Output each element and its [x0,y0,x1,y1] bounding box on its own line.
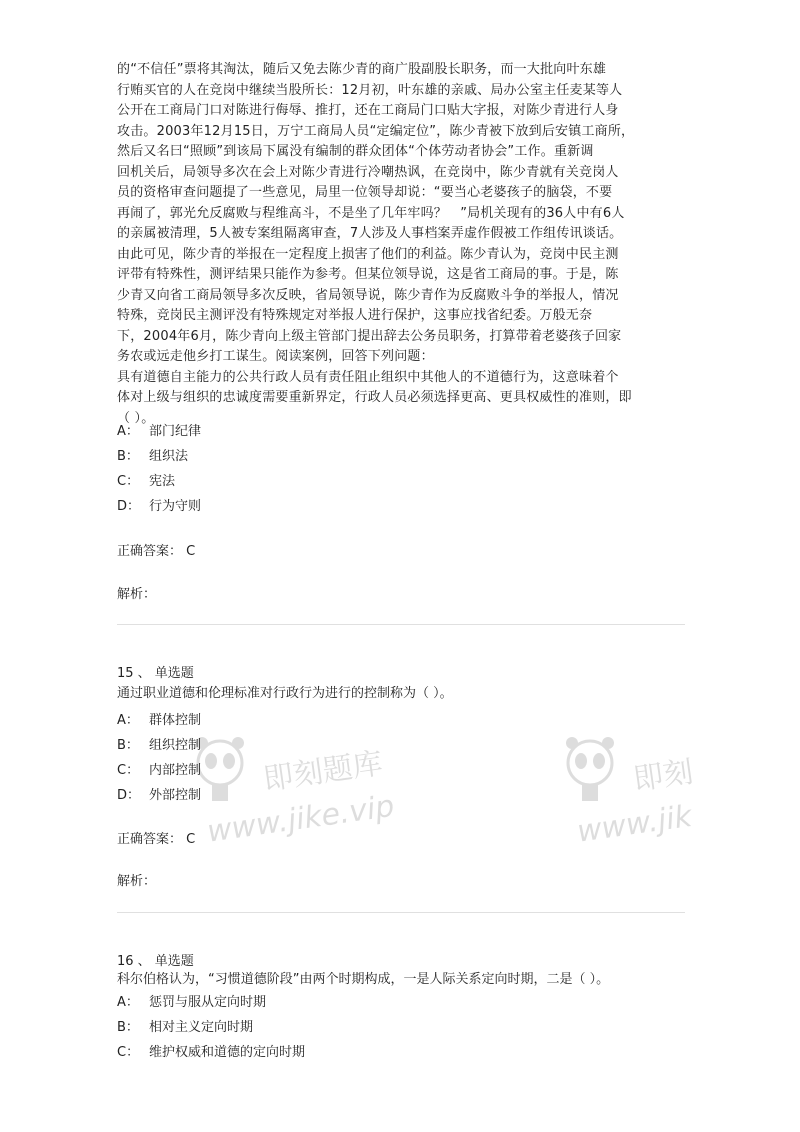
passage-line: 员的资格审查问题提了一些意见，局里一位领导却说：“要当心老婆孩子的脑袋，不要 [117,185,613,200]
option-text: 部门纪律 [149,424,202,439]
option-label: B： [117,449,139,464]
passage-line: 少青又向省工商局领导多次反映，省局领导说，陈少青作为反腐败斗争的举报人，情况 [117,287,619,303]
passage-line: 下，2004年6月，陈少青向上级主管部门提出辞去公务员职务，打算带着老婆孩子回家 [117,328,622,344]
option-text: 惩罚与服从定向时期 [149,995,267,1010]
answer-label: 正确答案： [117,544,183,559]
option-text: 组织法 [149,449,189,464]
option-text: 群体控制 [149,713,202,728]
watermark [560,735,800,875]
correct-answer [117,828,195,847]
answer-value: C [186,832,196,847]
option-a[interactable] [117,994,266,1012]
option-text: 相对主义定向时期 [149,1020,254,1035]
question-stem-line: 体对上级与组织的忠诚度需要重新界定，行政人员必须选择更高、更具权威性的准则，即 [117,390,632,405]
option-label: C： [117,763,140,778]
analysis-label: 解析： [117,587,157,602]
answer-label: 正确答案： [117,832,183,847]
passage-line: 然后又名曰“照顾”到该局下属没有编制的群众团体“个体劳动者协会”工作。重新调 [117,144,594,159]
passage-line: 再闹了，郭光允反腐败与程维高斗，不是坐了几年牢吗？ ”局机关现有的36人中有6人 [117,205,625,221]
passage-line: 由此可见，陈少青的举报在一定程度上损害了他们的利益。陈少青认为，竞岗中民主测 [117,246,619,262]
passage-line: 务农或远走他乡打工谋生。阅读案例，回答下列问题： [117,349,434,364]
option-label: A： [117,995,139,1010]
option-text: 行为守则 [149,499,202,514]
option-label: B： [117,1020,139,1035]
option-text: 宪法 [149,474,176,489]
passage-line: 的亲属被清理，5人被专案组隔离审查，7人涉及人事档案弄虚作假被工作组传讯谈话。 [117,226,623,241]
option-c[interactable] [117,473,175,491]
option-label: D： [117,499,141,514]
passage-line: 评带有特殊性，测评结果只能作为参考。但某位领导说，这是省工商局的事。于是，陈 [117,267,619,282]
panda-logo-icon [560,735,620,805]
option-label: D： [117,788,141,803]
question-header: 16 、 单选题 [117,954,194,969]
watermark-brand: 即刻 [631,754,696,798]
watermark-url: www.jike.vip [205,788,397,850]
option-label: B： [117,738,139,753]
option-label: A： [117,713,139,728]
case-passage [117,60,687,429]
option-text: 组织控制 [149,738,202,753]
option-b[interactable] [117,1019,253,1037]
passage-line: 的“不信任”票将其淘汰，随后又免去陈少青的商广股副股长职务，而一大批向叶东雄 [117,62,607,77]
option-d[interactable] [117,498,201,516]
passage-line: 行贿买官的人在竞岗中继续当股所长：12月初，叶东雄的亲戚、局办公室主任麦某等人 [117,82,623,98]
option-a[interactable] [117,423,201,441]
option-c[interactable] [117,1044,305,1062]
passage-line: 公开在工商局门口对陈进行侮辱、推打，还在工商局门口贴大字报，对陈少青进行人身 [117,103,619,118]
option-c[interactable] [117,762,201,780]
question-header: 15 、 单选题 [117,666,194,681]
option-b[interactable] [117,448,188,466]
watermark [190,735,420,875]
option-a[interactable] [117,712,201,730]
option-b[interactable] [117,737,201,755]
passage-line: 回机关后，局领导多次在会上对陈少青进行冷嘲热讽，在竞岗中，陈少青就有关竞岗人 [117,164,619,180]
passage-line: 特殊，竞岗民主测评没有特殊规定对举报人进行保护，这事应找省纪委。万般无奈 [117,308,593,323]
option-text: 维护权威和道德的定向时期 [149,1045,306,1060]
divider [117,624,685,625]
analysis-label: 解析： [117,874,157,889]
question-stem-line: 具有道德自主能力的公共行政人员有责任阻止组织中其他人的不道德行为，这意味着个 [117,369,619,385]
watermark-brand: 即刻题库 [261,746,385,798]
option-d[interactable] [117,787,201,805]
passage-line: 攻击。2003年12月15日，万宁工商局人员“定编定位”，陈少青被下放到后安镇工商所， [117,123,635,139]
question-text: 通过职业道德和伦理标准对行政行为进行的控制称为（ ）。 [117,686,453,701]
question-stem-line: （ ）。 [117,410,155,426]
option-text: 内部控制 [149,763,202,778]
answer-value: C [186,544,196,559]
option-text: 外部控制 [149,788,202,803]
option-label: C： [117,474,140,489]
correct-answer [117,540,195,559]
watermark-url: www.jik [575,798,695,850]
option-label: A： [117,424,139,439]
divider [117,912,685,913]
question-text: 科尔伯格认为，“习惯道德阶段”由两个时期构成，一是人际关系定向时期，二是（ ）。 [117,972,610,987]
option-label: C： [117,1045,140,1060]
